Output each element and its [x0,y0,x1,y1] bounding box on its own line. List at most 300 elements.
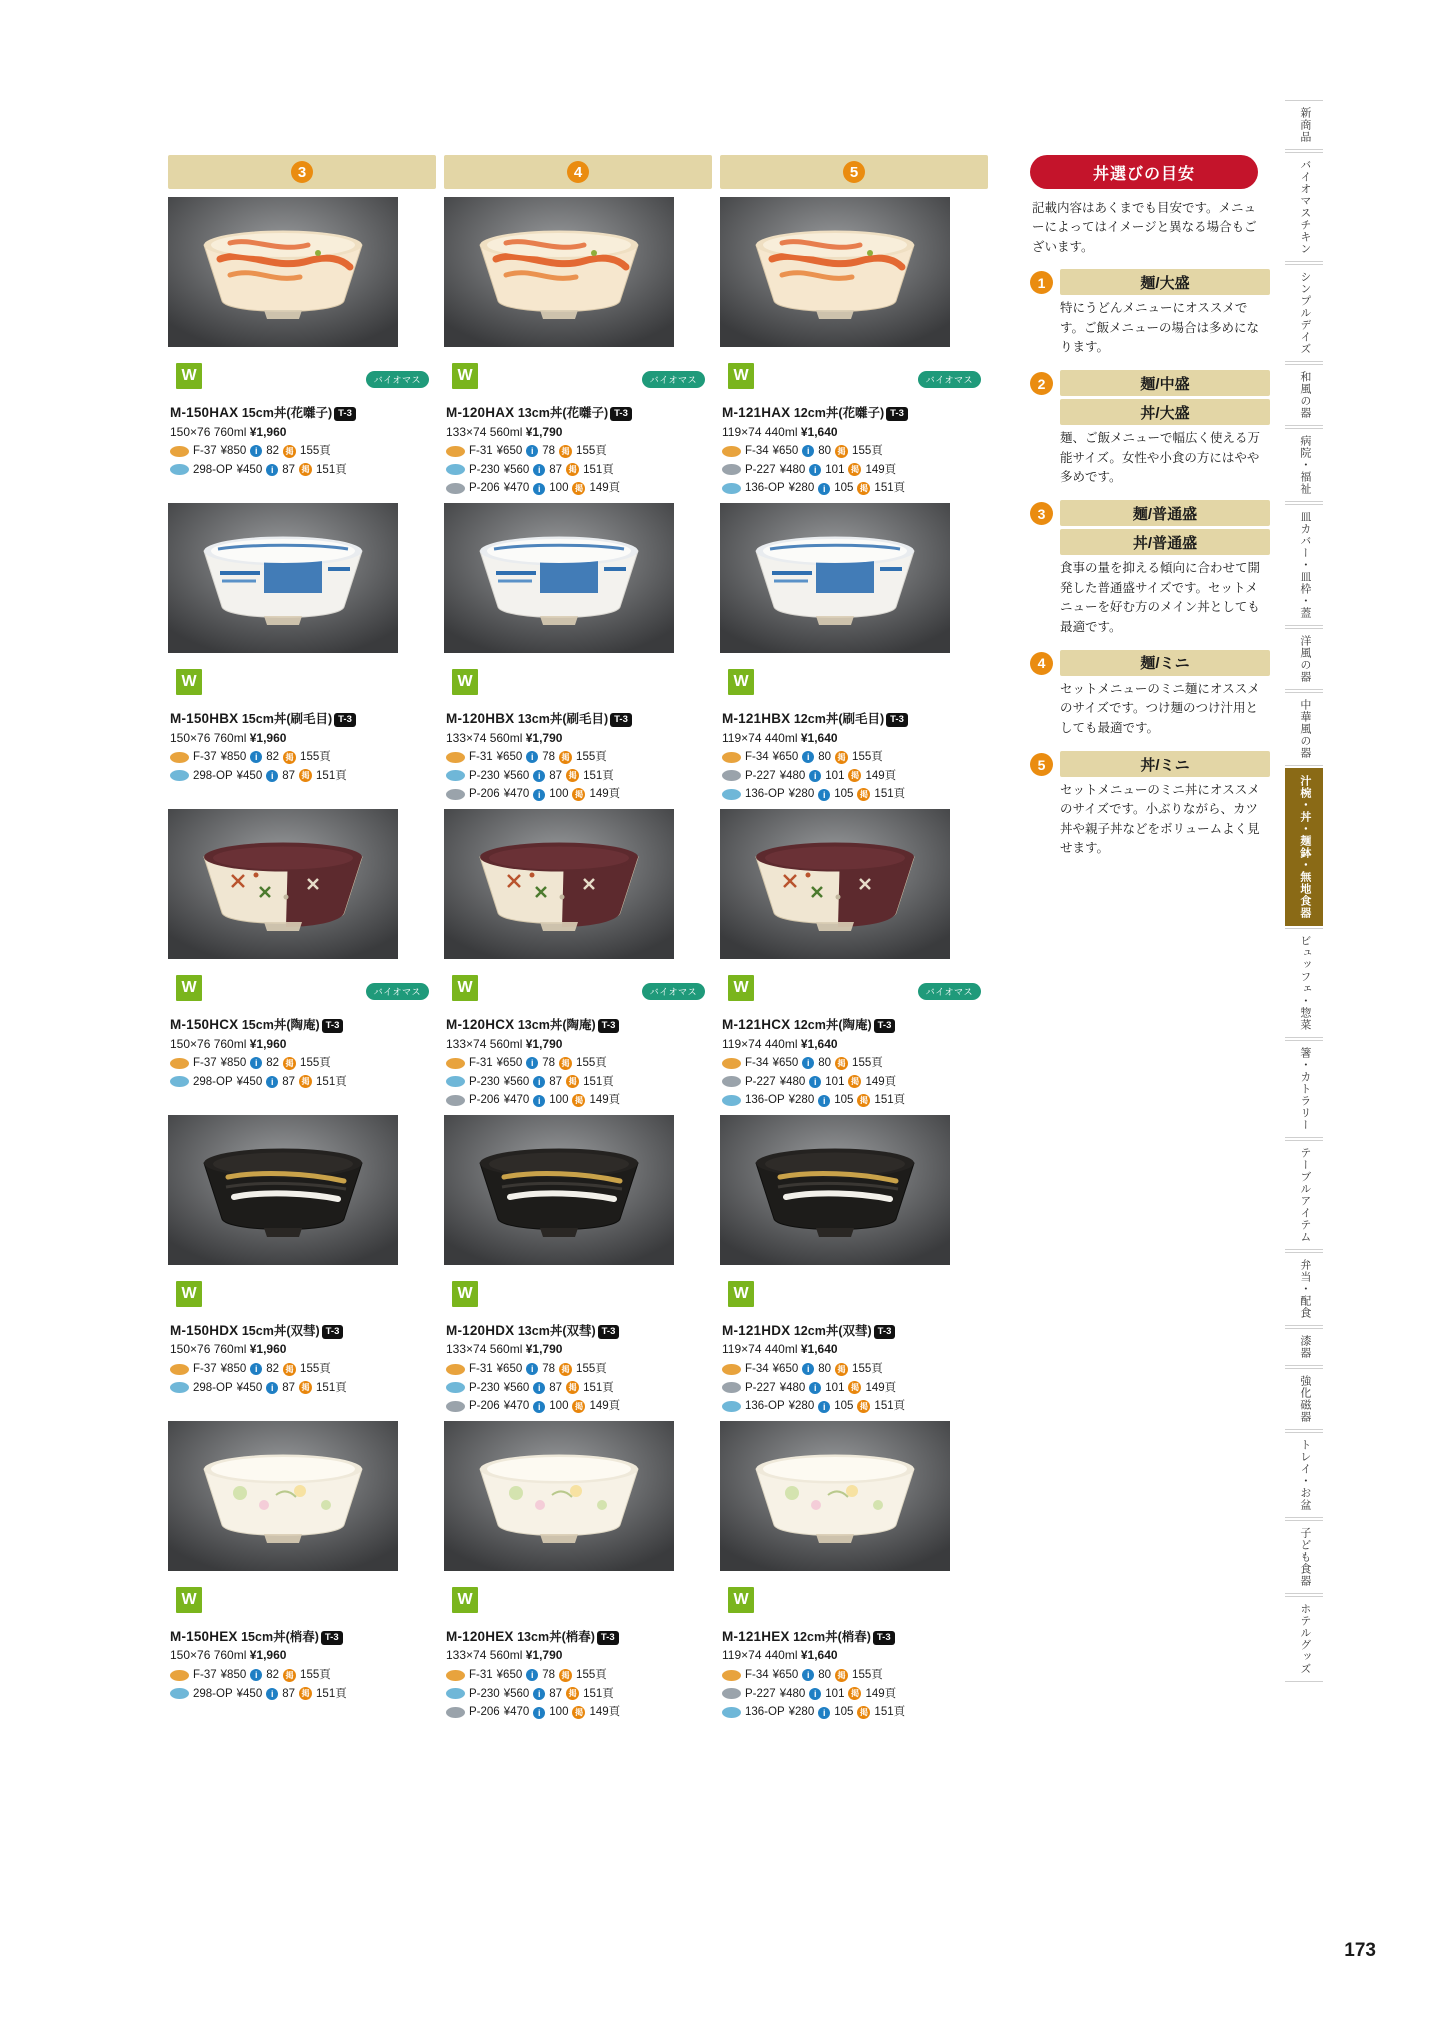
info-icon: i [802,1363,814,1375]
option-line [722,1380,986,1397]
option-price: ¥560 [503,1687,530,1700]
product-card[interactable] [720,197,988,497]
product-photo[interactable] [720,1115,988,1315]
guide-lead-text: 記載内容はあくまでも目安です。メニューによってはイメージと異なる場合もございます。 [1032,201,1257,254]
lid-icon [170,770,189,781]
option-page-ref: 155頁 [852,1362,883,1375]
option-page-ref: 149頁 [865,769,897,782]
product-code: M-121HAX [722,405,791,420]
info-icon: i [533,464,545,476]
category-tab[interactable]: 洋風の器 [1285,628,1323,690]
category-tab[interactable]: 病院・福祉 [1285,428,1323,502]
dishwasher-safe-badge: W [727,974,755,1002]
option-page-ref: 151頁 [316,1687,347,1700]
category-tab[interactable]: ビュッフェ・惣菜 [1285,928,1323,1038]
product-photo[interactable] [168,1115,436,1315]
product-card[interactable] [444,503,712,803]
product-code: M-121HDX [722,1322,791,1338]
guide-item [1030,650,1270,738]
category-tab[interactable]: バイオマスチキン [1285,152,1323,262]
option-page-ref: 149頁 [589,1706,621,1719]
option-line [170,768,434,785]
option-line [446,1704,710,1721]
option-info-number: 82 [266,1056,280,1069]
option-info-number: 105 [834,482,854,495]
lid-icon [446,770,465,781]
product-info [720,1621,988,1721]
option-code: P-230 [469,463,500,476]
product-name: 13cm丼(花囃子) [517,406,609,420]
t-mark-icon: T-3 [610,407,632,421]
product-photo[interactable] [444,503,712,703]
option-info-number: 100 [549,788,569,801]
option-code: 298-OP [193,769,233,782]
product-card[interactable] [168,503,436,803]
lid-icon [446,789,465,800]
page-ref-icon: 掲 [572,1706,585,1719]
product-price: ¥1,960 [249,730,287,745]
product-title-line [722,709,986,729]
option-info-number: 78 [542,750,556,763]
lid-icon [446,483,465,494]
option-page-ref: 151頁 [316,1381,347,1394]
product-info [720,1009,988,1109]
option-code: F-31 [469,444,493,457]
option-info-number: 87 [282,769,296,782]
page-ref-icon: 掲 [299,1381,312,1394]
option-line [170,1686,434,1703]
product-card[interactable] [168,809,436,1109]
option-price: ¥450 [236,1687,263,1700]
t-mark-icon: T-3 [874,1325,896,1339]
t-mark-icon: T-3 [334,713,356,727]
option-code: P-206 [469,1400,500,1413]
option-price: ¥480 [779,1381,806,1394]
page-ref-icon: 掲 [848,769,861,782]
product-name: 13cm丼(刷毛目) [517,711,609,726]
option-price: ¥450 [236,1075,263,1088]
lid-icon [446,446,465,457]
option-info-number: 105 [834,1400,854,1413]
option-page-ref: 151頁 [874,1400,906,1413]
selection-guide-panel [1030,155,1270,872]
option-price: ¥650 [496,1668,523,1681]
option-price: ¥470 [503,1094,530,1107]
option-line [722,749,986,766]
product-code: M-150HBX [170,710,239,726]
option-code: F-31 [469,1056,493,1069]
product-price: ¥1,790 [525,1648,563,1663]
product-dimensions: 119×74 440ml [722,1342,798,1357]
dishwasher-safe-badge: W [175,362,203,390]
info-icon: i [533,483,545,495]
option-line [722,1667,986,1684]
category-tab[interactable]: テーブルアイテム [1285,1140,1323,1250]
product-card[interactable] [720,503,988,803]
info-icon: i [809,1688,821,1700]
product-title-line [446,1015,710,1035]
guide-item-text: セットメニューのミニ丼にオススメのサイズです。小ぶりながら、カツ丼や親子丼などをボリュームよく見せます。 [1060,783,1260,856]
category-tab-strip [1285,100,1325,1684]
option-code: P-227 [745,769,776,782]
product-card[interactable] [720,1421,988,1721]
product-info [168,1315,436,1396]
category-tab[interactable]: 弁当・配食 [1285,1252,1323,1326]
product-dimensions: 133×74 560ml [446,1342,523,1357]
product-name: 13cm丼(梢春) [517,1629,595,1644]
product-price: ¥1,960 [249,424,287,439]
lid-icon [170,1688,189,1699]
option-info-number: 78 [542,1668,556,1681]
product-code: M-121HEX [722,1628,790,1644]
info-icon: i [533,1688,545,1700]
category-tab[interactable]: 子ども食器 [1285,1520,1323,1594]
product-title-line [170,1321,434,1341]
product-info [444,1009,712,1109]
product-title-line [722,1321,986,1341]
product-dimensions: 133×74 560ml [446,730,523,745]
product-info [720,1315,988,1415]
product-spec-line [170,1647,434,1664]
option-info-number: 80 [818,1668,832,1681]
option-page-ref: 155頁 [576,750,607,763]
category-tab[interactable]: 新商品 [1285,100,1323,150]
option-price: ¥650 [772,1362,799,1375]
product-photo[interactable] [168,503,436,703]
page-ref-icon: 掲 [566,1381,579,1394]
t-mark-icon: T-3 [873,1631,895,1645]
option-info-number: 78 [542,444,556,457]
product-card[interactable] [444,197,712,497]
guide-size-label: 麺/普通盛 [1060,500,1270,526]
info-icon: i [250,751,262,763]
option-info-number: 100 [549,1706,569,1719]
option-price: ¥480 [779,463,806,476]
product-photo[interactable] [168,809,436,1009]
page-ref-icon: 掲 [559,1363,572,1376]
product-name: 13cm丼(双彗) [517,1323,596,1338]
option-code: P-230 [469,769,500,782]
guide-item-text: 食事の量を抑える傾向に合わせて開発した普通盛サイズです。セットメニューを好む方のメイン丼としても最適です。 [1060,561,1261,634]
guide-title: 丼選びの目安 [1030,155,1258,189]
option-page-ref: 149頁 [865,463,897,476]
info-icon: i [533,770,545,782]
product-code: M-121HBX [722,710,791,726]
option-price: ¥650 [772,1056,799,1069]
option-code: 136-OP [745,1400,785,1413]
t-mark-icon: T-3 [598,1019,620,1033]
product-photo[interactable] [444,1115,712,1315]
option-info-number: 80 [818,750,832,763]
lid-icon [170,1076,189,1087]
product-card[interactable] [444,1421,712,1721]
product-card[interactable] [168,197,436,497]
t-mark-icon: T-3 [321,1631,343,1645]
option-line [446,1686,710,1703]
option-line [446,1398,710,1415]
category-tab[interactable]: 漆器 [1285,1328,1323,1366]
page-ref-icon: 掲 [566,769,579,782]
lid-icon [446,1076,465,1087]
option-line [446,749,710,766]
page-ref-icon: 掲 [283,1669,296,1682]
product-photo[interactable] [444,197,712,397]
option-info-number: 82 [266,1668,280,1681]
product-title-line [170,709,434,729]
column-number-badge: 5 [843,161,865,183]
option-page-ref: 155頁 [852,750,883,763]
option-line [446,786,710,803]
option-line [722,1686,986,1703]
page-ref-icon: 掲 [299,1075,312,1088]
biomass-badge: バイオマス [366,983,429,1000]
lid-icon [170,1364,189,1375]
option-info-number: 101 [825,463,845,476]
product-card[interactable] [720,809,988,1109]
t-mark-icon: T-3 [886,713,908,727]
category-tab[interactable]: 中華風の器 [1285,692,1323,766]
product-card[interactable] [444,809,712,1109]
dishwasher-safe-badge: W [175,1586,203,1614]
option-code: 298-OP [193,1687,233,1700]
option-info-number: 82 [266,1362,280,1375]
page-ref-icon: 掲 [835,751,848,764]
lid-icon [446,464,465,475]
product-price: ¥1,640 [800,1036,838,1051]
guide-item-text: 麺、ご飯メニューで幅広く使える万能サイズ。女性や小食の方にはやや多めです。 [1060,431,1261,484]
option-price: ¥650 [496,444,523,457]
guide-item-list [1030,269,1270,858]
option-price: ¥650 [496,1362,523,1375]
info-icon: i [809,464,821,476]
option-info-number: 80 [818,1056,832,1069]
dishwasher-safe-badge: W [451,1280,479,1308]
dishwasher-safe-badge: W [451,668,479,696]
option-code: 298-OP [193,1075,233,1088]
category-tab[interactable]: 強化磁器 [1285,1368,1323,1430]
option-page-ref: 151頁 [316,463,347,476]
option-price: ¥650 [772,750,799,763]
option-info-number: 100 [549,482,569,495]
product-price: ¥1,790 [525,1036,563,1051]
product-info [720,703,988,803]
dishwasher-safe-badge: W [451,1586,479,1614]
column-header-5 [720,155,988,189]
page-ref-icon: 掲 [848,1075,861,1088]
option-code: P-230 [469,1381,500,1394]
option-price: ¥280 [788,788,815,801]
product-dimensions: 133×74 560ml [446,1648,523,1663]
product-spec-line [446,1647,710,1664]
product-photo[interactable] [168,197,436,397]
product-code: M-120HEX [446,1628,514,1644]
lid-icon [722,1707,741,1718]
product-photo[interactable] [168,1421,436,1621]
product-dimensions: 119×74 440ml [722,424,798,439]
product-card[interactable] [444,1115,712,1415]
product-name: 15cm丼(花囃子) [241,406,333,420]
option-info-number: 105 [834,1706,854,1719]
option-page-ref: 151頁 [583,1687,614,1700]
product-spec-line [170,1036,434,1053]
option-price: ¥850 [220,444,247,457]
lid-icon [446,1382,465,1393]
option-line [446,1380,710,1397]
page-ref-icon: 掲 [299,769,312,782]
option-price: ¥450 [236,1381,263,1394]
product-price: ¥1,790 [525,730,563,745]
guide-item [1030,500,1270,637]
product-row [168,1421,988,1721]
lid-icon [446,1670,465,1681]
option-page-ref: 149頁 [589,788,621,801]
product-name: 12cm丼(花囃子) [793,406,885,420]
option-code: F-34 [745,750,769,763]
product-code: M-150HAX [170,405,239,420]
category-tab[interactable]: 箸・カトラリー [1285,1040,1323,1138]
product-price: ¥1,790 [525,1342,563,1357]
option-page-ref: 155頁 [852,1056,883,1069]
product-card[interactable] [168,1421,436,1721]
product-dimensions: 150×76 760ml [170,424,247,439]
option-line [446,1361,710,1378]
option-code: F-34 [745,444,769,457]
option-page-ref: 155頁 [576,1056,607,1069]
guide-item-text: セットメニューのミニ麺にオススメのサイズです。つけ麺のつけ汁用としても最適です。 [1060,681,1260,735]
option-code: P-227 [745,463,776,476]
product-photo[interactable] [720,809,988,1009]
category-tab[interactable]: シンプルデイズ [1285,264,1323,362]
product-price: ¥1,640 [800,1648,838,1663]
option-info-number: 87 [549,1075,563,1088]
product-code: M-150HDX [170,1322,239,1338]
product-info [444,1621,712,1721]
option-page-ref: 151頁 [583,769,614,782]
category-tab[interactable]: 汁椀・丼・麺鉢・無地食器 [1285,768,1323,926]
product-title-line [722,1015,986,1035]
info-icon: i [818,483,830,495]
product-card[interactable] [720,1115,988,1415]
product-title-line [446,403,710,423]
option-code: 136-OP [745,1094,785,1107]
option-line [722,768,986,785]
product-code: M-120HAX [446,405,515,420]
category-tab[interactable]: トレイ・お盆 [1285,1432,1323,1518]
option-price: ¥480 [779,1075,806,1088]
page-ref-icon: 掲 [835,1669,848,1682]
product-spec-line [722,730,986,747]
dishwasher-safe-badge: W [727,1280,755,1308]
info-icon: i [809,1382,821,1394]
info-icon: i [533,1401,545,1413]
page-ref-icon: 掲 [835,445,848,458]
product-photo[interactable] [444,1421,712,1621]
guide-item-text: 特にうどんメニューにオススメです。ご飯メニューの場合は多めになります。 [1060,301,1260,354]
info-icon: i [818,1707,830,1719]
info-icon: i [526,1363,538,1375]
product-photo[interactable] [720,503,988,703]
guide-size-label: 丼/ミニ [1060,751,1270,777]
info-icon: i [250,445,262,457]
page-ref-icon: 掲 [283,1363,296,1376]
info-icon: i [809,1076,821,1088]
product-title-line [722,1627,986,1647]
option-code: F-34 [745,1668,769,1681]
page-number: 173 [1344,1940,1376,1961]
guide-number-badge: 1 [1030,271,1053,294]
option-line [722,480,986,497]
option-info-number: 105 [834,1094,854,1107]
category-tab[interactable]: 皿カバー・皿枠・蓋 [1285,504,1323,626]
option-code: F-37 [193,1362,217,1375]
option-price: ¥850 [220,750,247,763]
info-icon: i [818,789,830,801]
option-line [722,462,986,479]
lid-icon [170,446,189,457]
option-info-number: 78 [542,1362,556,1375]
option-code: 298-OP [193,463,233,476]
product-row [168,1115,988,1415]
option-info-number: 87 [549,769,563,782]
lid-icon [722,789,741,800]
product-photo[interactable] [720,197,988,397]
product-spec-line [170,1341,434,1358]
category-tab[interactable]: 和風の器 [1285,364,1323,426]
guide-item-body [1060,751,1270,859]
product-info [444,397,712,497]
product-card[interactable] [168,1115,436,1415]
option-price: ¥560 [503,1075,530,1088]
info-icon: i [250,1363,262,1375]
info-icon: i [250,1669,262,1681]
product-spec-line [446,1341,710,1358]
page-ref-icon: 掲 [572,1400,585,1413]
product-spec-line [722,1647,986,1664]
option-info-number: 87 [282,1687,296,1700]
option-line [722,1704,986,1721]
option-info-number: 87 [549,1687,563,1700]
option-line [446,462,710,479]
dishwasher-safe-badge: W [451,362,479,390]
biomass-badge: バイオマス [642,371,705,388]
product-photo[interactable] [720,1421,988,1621]
info-icon: i [533,1707,545,1719]
product-grid [168,155,988,1727]
lid-icon [722,1364,741,1375]
product-name: 12cm丼(双彗) [793,1323,872,1338]
option-code: P-227 [745,1687,776,1700]
product-spec-line [446,1036,710,1053]
lid-icon [722,752,741,763]
option-code: F-31 [469,1362,493,1375]
page-ref-icon: 掲 [572,788,585,801]
info-icon: i [250,1057,262,1069]
t-mark-icon: T-3 [334,407,356,421]
product-name: 12cm丼(梢春) [793,1629,871,1644]
option-code: 136-OP [745,788,785,801]
product-spec-line [722,1036,986,1053]
product-photo[interactable] [444,809,712,1009]
lid-icon [446,1364,465,1375]
option-page-ref: 151頁 [874,482,906,495]
option-price: ¥470 [503,1400,530,1413]
option-line [446,1074,710,1091]
product-info [444,1315,712,1415]
category-tab[interactable]: ホテルグッズ [1285,1596,1323,1682]
product-code: M-120HBX [446,710,515,726]
info-icon: i [802,1669,814,1681]
product-row [168,503,988,803]
